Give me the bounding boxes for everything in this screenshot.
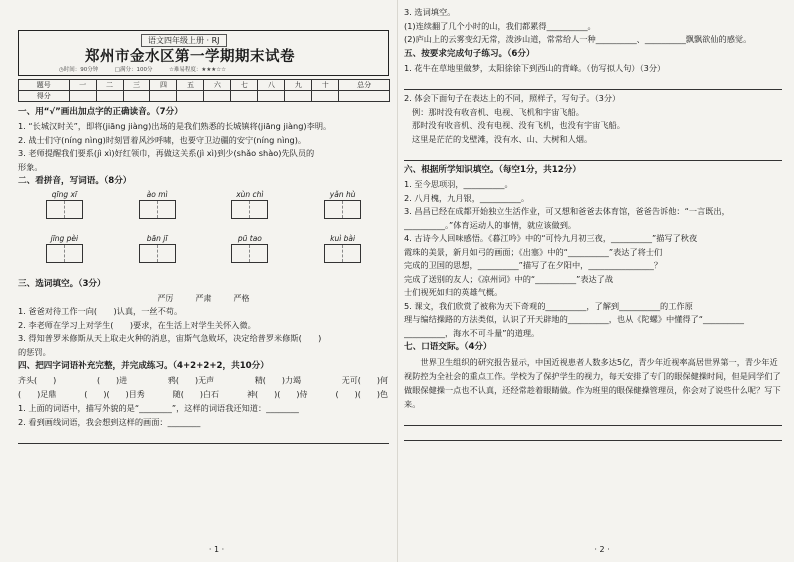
score-cell[interactable] bbox=[123, 91, 150, 102]
s5-example: 那时没有收音机、没有电视、没有飞机，也没有宇宙飞船。 bbox=[412, 120, 625, 130]
idiom-blank: ( )进 bbox=[96, 376, 128, 385]
writing-grid[interactable] bbox=[139, 200, 176, 219]
subject-label: 语文四年级上册 · RJ bbox=[141, 34, 227, 47]
s3-item: 2. 李老师在学习上对学生( )要求，在生活上对学生关怀入微。 bbox=[18, 319, 256, 330]
option-word: 严格 bbox=[233, 294, 250, 303]
option-word: 严厉 bbox=[157, 294, 174, 303]
score-cell[interactable] bbox=[96, 91, 123, 102]
score-header-cell: 九 bbox=[285, 80, 312, 91]
s6-item: 士们视死如归的英雄气概。 bbox=[404, 287, 503, 297]
pinyin-row-2 bbox=[18, 233, 389, 277]
pinyin-item bbox=[296, 189, 389, 233]
idiom-blank: 鸦( )无声 bbox=[167, 376, 215, 385]
pinyin-text: pū tao bbox=[237, 234, 262, 243]
s1-item: 1. “长城汉时关”，即将(jiāng jiàng)出场的是我们熟悉的长城镇将(jiāng jiàng)李明。 bbox=[18, 121, 332, 131]
s4-question-1: 1. 上面的词语中，描写外貌的是“________”，这样的词语我还知道：________ bbox=[18, 403, 299, 413]
writing-grid[interactable] bbox=[46, 244, 83, 263]
section-6-heading: 六、根据所学知识填空。（每空1分，共12分） bbox=[404, 165, 581, 175]
score-cell[interactable] bbox=[312, 91, 339, 102]
score-cell[interactable] bbox=[258, 91, 285, 102]
answer-line[interactable] bbox=[404, 77, 782, 90]
pinyin-text: bān jī bbox=[146, 234, 168, 243]
s3b-heading: 3. 选词填空。 bbox=[404, 7, 456, 17]
pinyin-text: yǎn hù bbox=[329, 190, 356, 199]
s6-item: 完成了送别的友人；《凉州词》中的“__________”表达了战 bbox=[404, 273, 614, 284]
s1-item: 形象。 bbox=[18, 161, 43, 172]
pinyin-item bbox=[111, 233, 204, 277]
score-header-cell: 六 bbox=[204, 80, 231, 91]
page-number: · 1 · bbox=[208, 545, 225, 554]
score-header-cell: 八 bbox=[258, 80, 285, 91]
score-cell[interactable] bbox=[69, 91, 96, 102]
pinyin-text: xùn chì bbox=[236, 190, 264, 199]
s6-item: 2. 八月槐，九月银，__________。 bbox=[404, 192, 530, 203]
s3-item: 3. 得知普罗米修斯从天上取走火种的消息，宙斯气急败坏，决定给普罗米修斯( ) bbox=[18, 333, 322, 343]
score-row-label: 得分 bbox=[19, 91, 70, 102]
s5-question-2: 2. 体会下面句子在表达上的不同，照样子，写句子。（3分） bbox=[404, 93, 621, 103]
score-header-cell: 三 bbox=[123, 80, 150, 91]
s3-item: 的惩罚。 bbox=[18, 346, 51, 357]
answer-line[interactable] bbox=[18, 431, 389, 444]
writing-grid[interactable] bbox=[46, 200, 83, 219]
writing-grid[interactable] bbox=[231, 200, 268, 219]
s1-item: 2. 战士们守(níng nìng)时刻冒着风沙呼啸，也要守卫边疆的安宁(níng nìng)。 bbox=[18, 134, 307, 145]
s6-item: __________，海水不可斗量”的道理。 bbox=[404, 327, 540, 338]
section-5-heading: 五、按要求完成句子练习。（6分） bbox=[404, 48, 535, 59]
answer-line[interactable] bbox=[404, 413, 782, 426]
s3b-item: (1)连续翻了几个小时的山，我们都累得__________。 bbox=[404, 20, 596, 31]
score-header-cell: 总分 bbox=[339, 80, 390, 91]
pinyin-item bbox=[296, 233, 389, 277]
s6-item: 5. 课文，我们欣赏了被称为天下奇观的__________，了解到__________的工作原 bbox=[404, 300, 693, 311]
s3-item: 1. 爸爸对待工作一向( )认真，一丝不苟。 bbox=[18, 306, 183, 316]
pinyin-text: qīng xī bbox=[51, 190, 77, 199]
score-header-cell: 五 bbox=[177, 80, 204, 91]
pinyin-text: ào mì bbox=[146, 190, 168, 199]
idiom-blank: 精( )力竭 bbox=[254, 376, 302, 385]
s6-item: __________。”体育运动人的事情，就应该做到。 bbox=[404, 219, 577, 230]
s6-item: 1. 至今思项羽，__________。 bbox=[404, 179, 513, 189]
s6-item: 完成的卫国的思想，__________”描写了在夕阳中，________________？ bbox=[404, 260, 663, 270]
writing-grid[interactable] bbox=[231, 244, 268, 263]
score-cell[interactable] bbox=[204, 91, 231, 102]
s3-options bbox=[18, 292, 389, 305]
idiom-blank: ( )( )目秀 bbox=[84, 390, 145, 399]
idiom-blank: 神( )( )侍 bbox=[246, 390, 308, 399]
s4-words-row-1 bbox=[18, 374, 388, 388]
s6-item: 霞珠的美景，新月如弓的画面；《出塞》中的“__________”表达了将士们 bbox=[404, 246, 663, 257]
pinyin-item bbox=[18, 233, 111, 277]
idiom-blank: 齐头( ) bbox=[18, 376, 57, 385]
s6-item: 4. 古诗今人回味感悟。《暮江吟》中的“可怜九月初三夜，__________”描写了秋夜 bbox=[404, 233, 698, 243]
section-4-heading: 四、把四字词语补充完整，并完成练习。（4+2+2+2，共10分） bbox=[18, 361, 269, 371]
score-header-cell: 十 bbox=[312, 80, 339, 91]
pinyin-text: kuì bài bbox=[330, 234, 356, 243]
idiom-blank: ( )足鼎 bbox=[18, 390, 57, 399]
score-cell[interactable] bbox=[339, 91, 390, 102]
score-cell[interactable] bbox=[177, 91, 204, 102]
score-header-cell: 二 bbox=[96, 80, 123, 91]
score-cell[interactable] bbox=[150, 91, 177, 102]
section-2-heading: 二、看拼音，写词语。（8分） bbox=[18, 176, 132, 186]
score-cell[interactable] bbox=[285, 91, 312, 102]
score-header-cell: 七 bbox=[231, 80, 258, 91]
section-1-heading: 一、用“√”画出加点字的正确读音。（7分） bbox=[18, 107, 183, 117]
section-7-heading: 七、口语交际。（4分） bbox=[404, 342, 492, 352]
s7-paragraph: 世界卫生组织的研究报告显示，中国近视患者人数多达5亿，青少年近视率高居世界第一，青少年近视防控为全社会的重点工作。学校为了保护学生的视力，每天安排了专门的眼保健操时间，但是同学们了做眼保健操一点也不认真，还经常趁着眼睛做。作为班里的眼保健操管理员，你会对了说些什么呢？写下来。 bbox=[404, 357, 781, 409]
writing-grid[interactable] bbox=[324, 200, 361, 219]
pinyin-item bbox=[111, 189, 204, 233]
s4-words-row-2 bbox=[18, 388, 388, 402]
s6-item: 3. 昌昌已经在成都开始独立生活作业，可又想和爸爸去体育馆，爸爸告诉他：“一言既出， bbox=[404, 206, 730, 216]
score-cell[interactable] bbox=[231, 91, 258, 102]
score-table bbox=[18, 79, 390, 102]
exam-meta: ◷时间：90分钟 □满分：100分 ☆难易程度：★★★☆☆ bbox=[59, 67, 227, 73]
idiom-blank: 随( )白石 bbox=[172, 390, 219, 399]
pinyin-item bbox=[204, 233, 297, 277]
s5-example: 这里是茫茫的戈壁滩，没有水、山、大树和人烟。 bbox=[412, 133, 593, 144]
writing-grid[interactable] bbox=[324, 244, 361, 263]
s5-example: 例：那时没有收音机、电视、飞机和宇宙飞船。 bbox=[412, 106, 584, 117]
s1-item: 3. 老师提醒我们要系(jì xì)好红领巾，再做这关系(jì xì)到少(shǎo shào)先队员的 bbox=[18, 148, 315, 158]
s4-question-2: 2. 看到画线词语，我会想到这样的画面：________ bbox=[18, 416, 201, 427]
option-word: 严肃 bbox=[195, 294, 212, 303]
page-number: · 2 · bbox=[594, 545, 610, 554]
score-header-cell: 题号 bbox=[19, 80, 70, 91]
s6-item: 理与编结操路的方法类似，认识了开天辟地的__________，也从《陀螺》中懂得了“__________ bbox=[404, 314, 744, 324]
section-3-heading: 三、选词填空。（3分） bbox=[18, 279, 106, 289]
answer-line[interactable] bbox=[404, 428, 782, 441]
idiom-blank: 无可( )何 bbox=[341, 376, 388, 385]
s5-question-1: 1. 花牛在草地里做梦，太阳徐徐下到西山的背峰。（仿写拟人句）（3分） bbox=[404, 62, 666, 73]
pinyin-item bbox=[204, 189, 297, 233]
idiom-blank: ( )( )色 bbox=[335, 390, 388, 399]
writing-grid[interactable] bbox=[139, 244, 176, 263]
pinyin-text: jīng pèi bbox=[50, 234, 79, 243]
pinyin-item bbox=[18, 189, 111, 233]
s3b-item: (2)庐山上的云雾变幻无常，泼涉山道，常常给人一种__________、__________飘飘欲仙的感觉。 bbox=[404, 34, 752, 44]
answer-line[interactable] bbox=[404, 148, 782, 161]
right-page bbox=[397, 0, 794, 562]
score-header-cell: 四 bbox=[150, 80, 177, 91]
pinyin-row-1 bbox=[18, 189, 389, 233]
exam-title: 郑州市金水区第一学期期末试卷 bbox=[85, 49, 295, 65]
score-header-cell: 一 bbox=[69, 80, 96, 91]
exam-header bbox=[18, 30, 389, 76]
